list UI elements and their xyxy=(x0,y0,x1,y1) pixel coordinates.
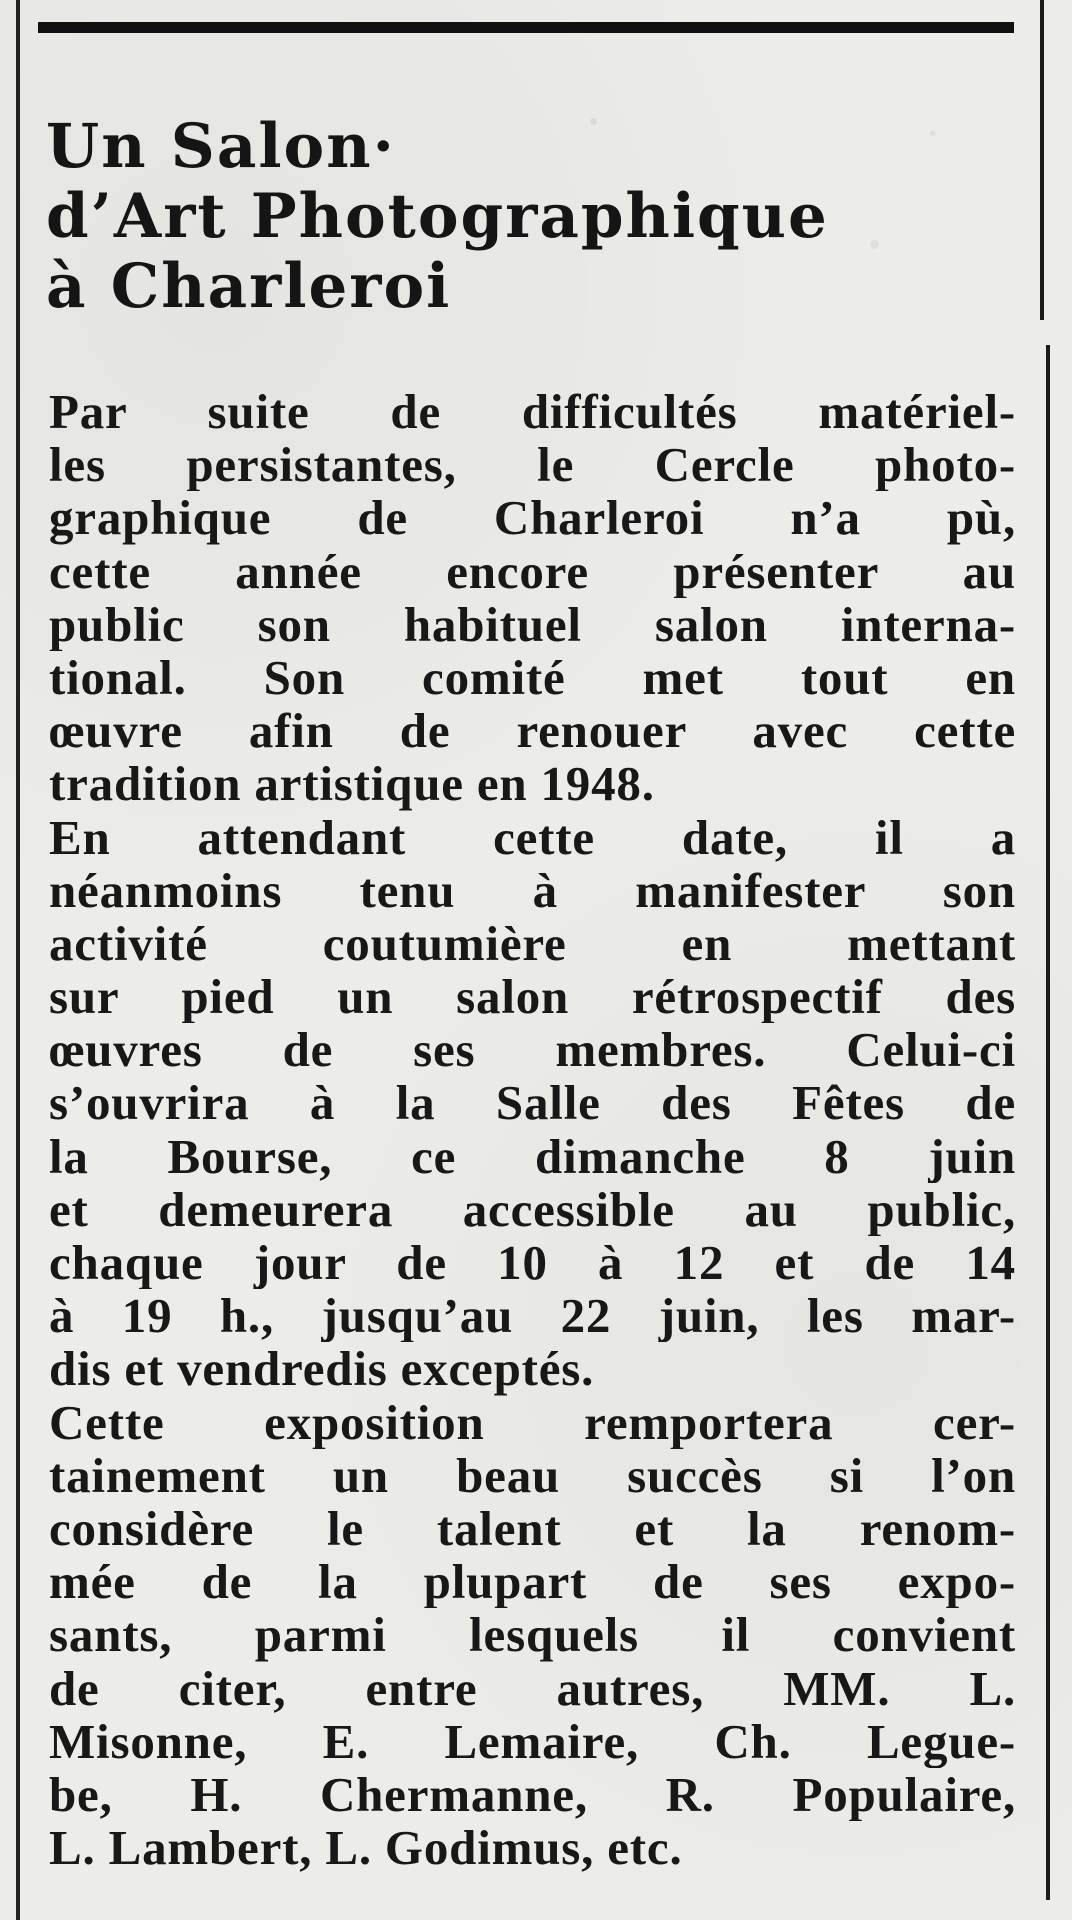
body-line: sants, parmi lesquels il convient xyxy=(49,1608,1016,1662)
body-line: activité coutumière en mettant xyxy=(49,916,1016,971)
body-line: be, H. Chermanne, R. Populaire, xyxy=(49,1767,1016,1822)
body-line: sur pied un salon rétrospectif des xyxy=(49,970,1016,1024)
body-line: Cette exposition remportera cer- xyxy=(49,1395,1016,1449)
article-body xyxy=(49,385,1016,1874)
body-line: considère le talent et la renom- xyxy=(49,1501,1016,1556)
left-column-rule xyxy=(16,0,20,1920)
body-line: s’ouvrira à la Salle des Fêtes de xyxy=(49,1076,1016,1130)
body-line: En attendant cette date, il a xyxy=(49,810,1016,864)
body-line: mée de la plupart de ses expo- xyxy=(49,1555,1016,1609)
right-column-rule-upper xyxy=(1040,0,1044,320)
body-line: L. Lambert, L. Godimus, etc. xyxy=(49,1821,683,1875)
body-line: œuvres de ses membres. Celui-ci xyxy=(49,1023,1016,1077)
body-line: dis et vendredis exceptés. xyxy=(49,1342,595,1396)
body-line: graphique de Charleroi n’a pù, xyxy=(49,491,1016,545)
body-line: œuvre afin de renouer avec cette xyxy=(49,704,1016,758)
body-line: les persistantes, le Cercle photo- xyxy=(49,438,1016,492)
body-line: la Bourse, ce dimanche 8 juin xyxy=(49,1129,1016,1183)
body-line: à 19 h., jusqu’au 22 juin, les mar- xyxy=(49,1289,1016,1343)
body-line: de citer, entre autres, MM. L. xyxy=(49,1661,1016,1715)
article-headline xyxy=(46,112,1006,322)
body-line: chaque jour de 10 à 12 et de 14 xyxy=(49,1236,1016,1290)
body-line: tional. Son comité met tout en xyxy=(49,650,1016,705)
body-line: et demeurera accessible au public, xyxy=(49,1182,1016,1236)
body-line: tradition artistique en 1948. xyxy=(49,757,655,811)
top-column-rule xyxy=(38,22,1014,33)
body-line: tainement un beau succès si l’on xyxy=(49,1448,1016,1502)
right-column-rule-lower xyxy=(1046,345,1050,1900)
body-line: cette année encore présenter au xyxy=(49,544,1016,598)
body-line: Misonne, E. Lemaire, Ch. Legue- xyxy=(49,1714,1016,1768)
body-line: public son habituel salon interna- xyxy=(49,597,1016,651)
headline-line: Un Salon· xyxy=(46,111,396,182)
headline-line: à Charleroi xyxy=(46,251,452,322)
headline-line: d’Art Photographique xyxy=(46,181,829,252)
body-line: Par suite de difficultés matériel- xyxy=(49,385,1016,439)
body-line: néanmoins tenu à manifester son xyxy=(49,863,1016,917)
